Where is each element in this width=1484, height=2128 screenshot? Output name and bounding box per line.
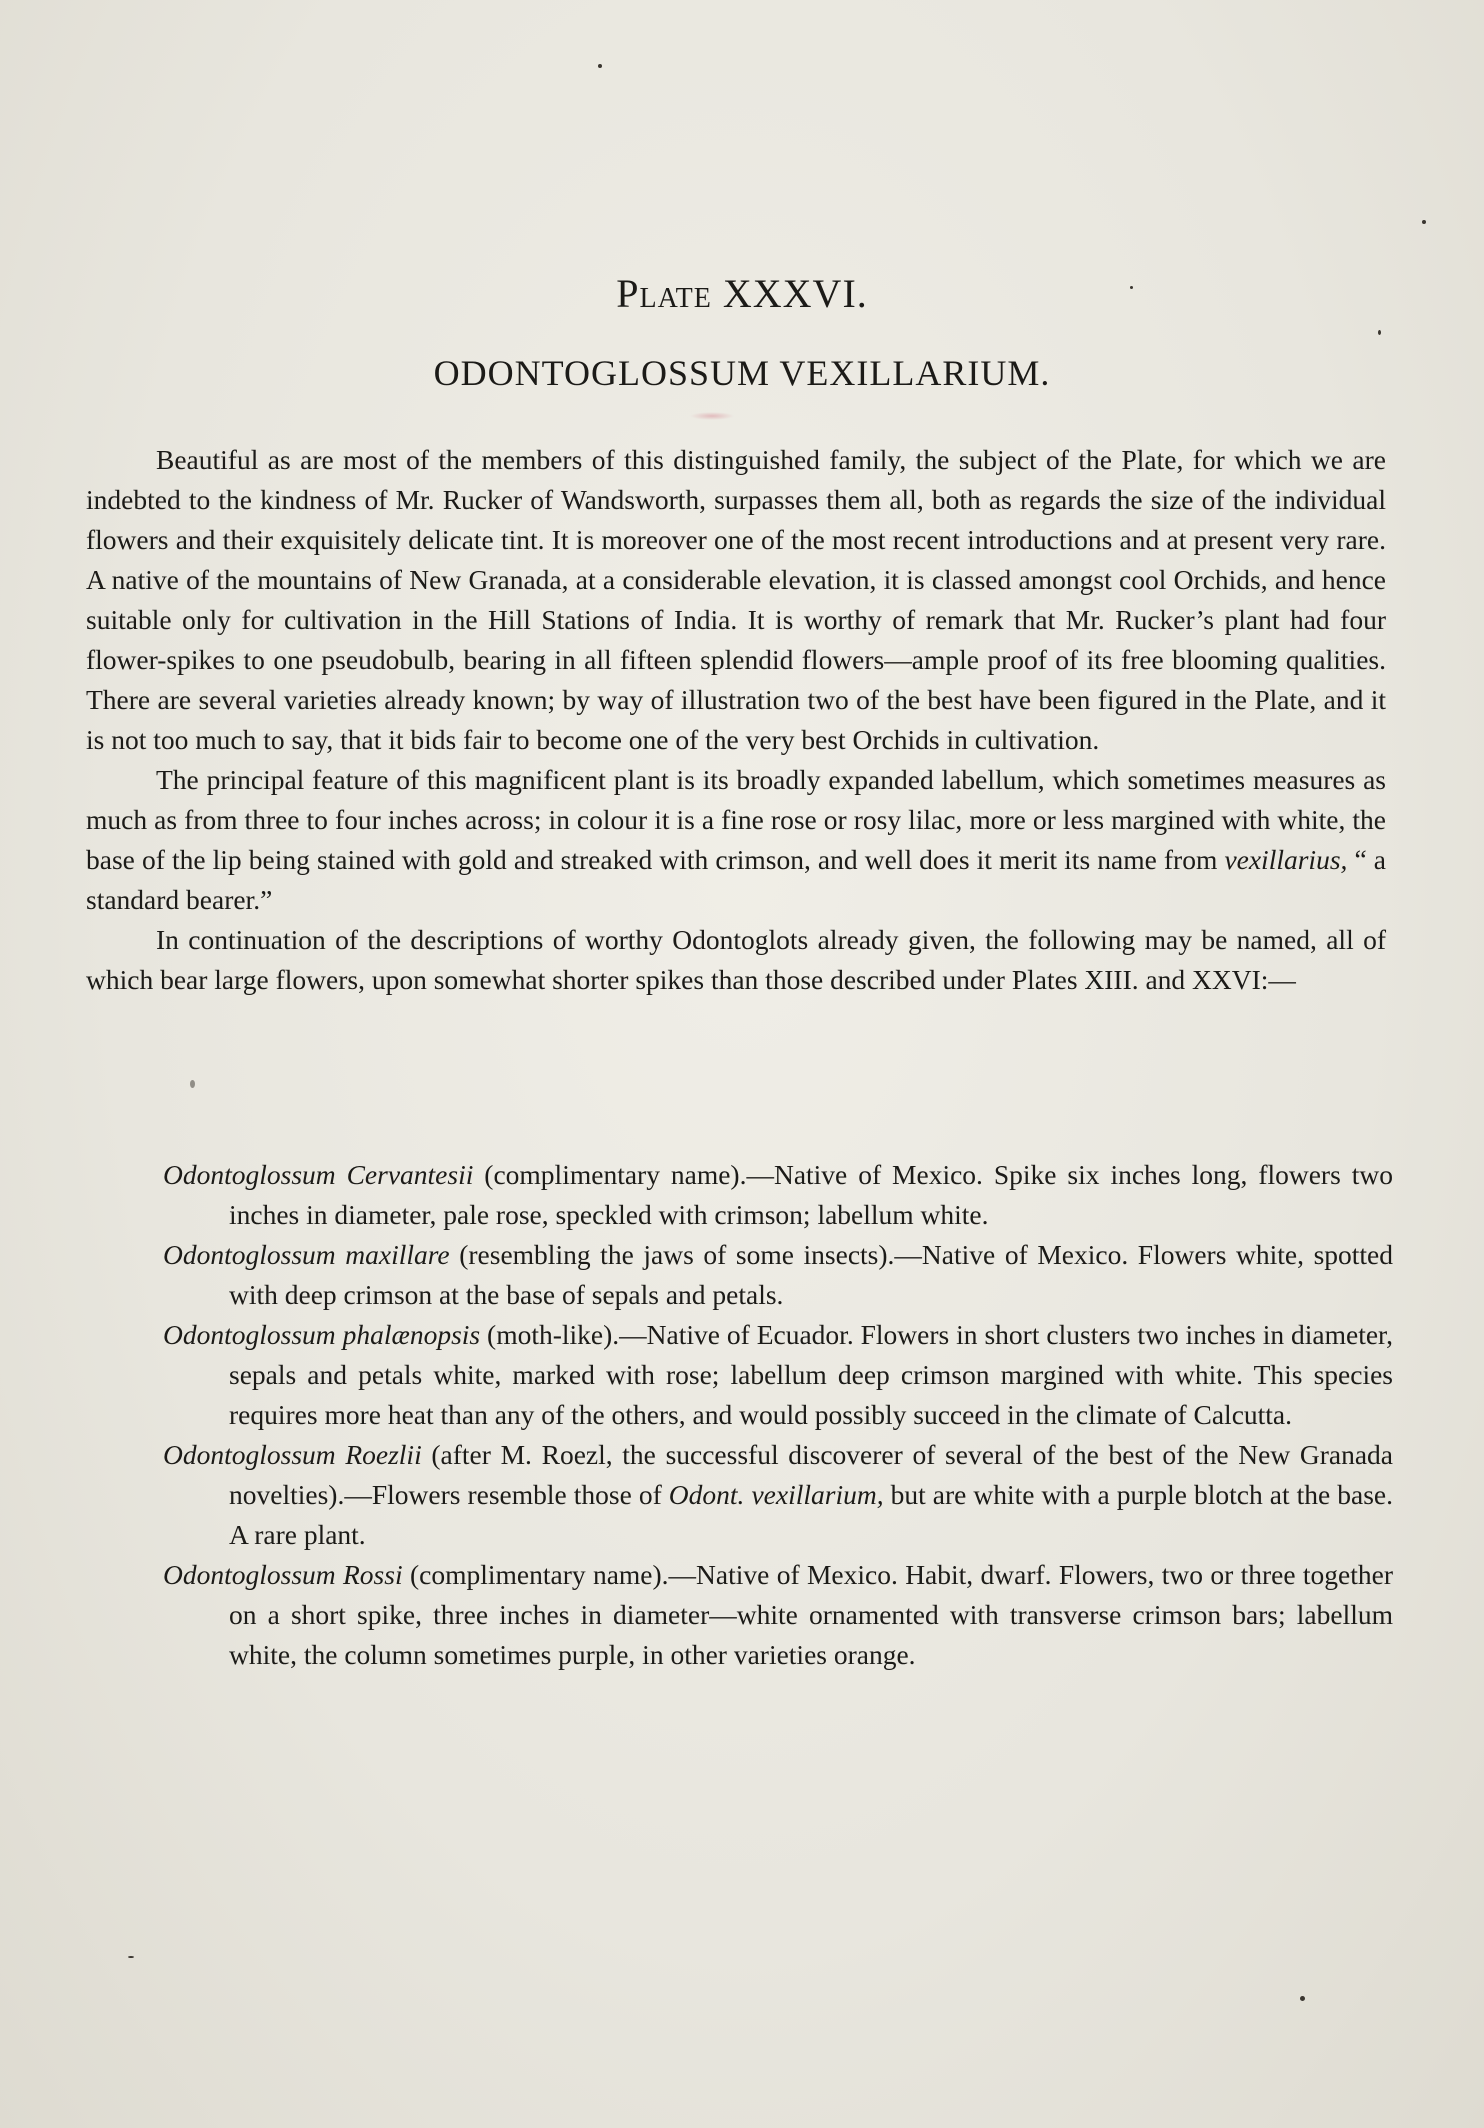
paper-speck: [190, 1080, 195, 1088]
plate-heading: Plate XXXVI.: [616, 271, 868, 316]
latin-term: vexillarius,: [1224, 844, 1348, 875]
species-heading: ODONTOGLOSSUM VEXILLARIUM.: [433, 353, 1051, 393]
paragraph-introduction: Beautiful as are most of the members of this distinguished family, the subject of the Plate, for which we are indebted to the kindness of Mr. Rucker of Wandsworth, surpasses them all, both as regards the size of the individual flowers and their exquisitely delicate tint. It is moreover one of the most recent introductions and at present very rare. A native of the mountains of New Granada, at a considerable elevation, it is classed amongst cool Orchids, and hence suitable only for cultivation in the Hill Stations of India. It is worthy of remark that Mr. Rucker’s plant had four flower-spikes to one pseudobulb, bearing in all fifteen splendid flowers—ample proof of its free blooming qualities. There are several varieties already known; by way of illustration two of the best have been figured in the Plate, and it is not too much to say, that it bids fair to become one of the very best Orchids in cultivation.: [86, 444, 1386, 755]
paper-speck: [128, 1956, 134, 1958]
species-reference: Odont. vexillarium,: [668, 1479, 884, 1510]
species-description-end: but are white with a purple blotch at the base. A rare plant.: [229, 1479, 1394, 1550]
paper-speck: [1300, 1996, 1305, 2001]
paper-speck: [1422, 220, 1426, 224]
species-name: Odontoglossum phalænopsis: [163, 1319, 481, 1350]
paragraph-labellum-end: “ a standard bearer.”: [86, 844, 1386, 915]
species-description: (complimentary name).—Native of Mexico. Spike six inches long, flowers two inches in diameter, pale rose, speckled with crimson; labellum white.: [229, 1159, 1393, 1230]
species-description: (resembling the jaws of some insects).—Native of Mexico. Flowers white, spotted with deep crimson at the base of sepals and petals.: [229, 1239, 1394, 1310]
list-item: [163, 1315, 1393, 1435]
paragraph-labellum-text: The principal feature of this magnificent plant is its broadly expanded labellum, which sometimes measures as much as from three to four inches across; in colour it is a fine rose or rosy lilac, more or less margined with white, the base of the lip being stained with gold and streaked with crimson, and well does it merit its name from: [86, 764, 1386, 875]
ink-stain: [690, 412, 734, 420]
paragraph-continuation: In continuation of the descriptions of worthy Odontoglots already given, the following may be named, all of which bear large flowers, upon somewhat shorter spikes than those described under Plates XIII. and XXVI:—: [86, 924, 1386, 995]
body-text: [86, 440, 1386, 1000]
paragraph-labellum: [86, 760, 1386, 920]
species-name: Odontoglossum Roezlii: [163, 1439, 422, 1470]
species-description: (after M. Roezl, the successful discoverer of several of the best of the New Granada novelties).—Flowers resemble those of: [229, 1439, 1394, 1510]
list-item: [163, 1435, 1393, 1555]
list-item: [163, 1235, 1393, 1315]
species-name: Odontoglossum maxillare: [163, 1239, 450, 1270]
paper-speck: [1378, 330, 1381, 335]
paper-speck: [598, 64, 602, 68]
species-list: [163, 1155, 1393, 1675]
species-description: (moth-like).—Native of Ecuador. Flowers in short clusters two inches in diameter, sepals and petals white, marked with rose; labellum deep crimson margined with white. This species requires more heat than any of the others, and would possibly succeed in the climate of Calcutta.: [229, 1319, 1393, 1430]
species-description: (complimentary name).—Native of Mexico. Habit, dwarf. Flowers, two or three together on a short spike, three inches in diameter—white ornamented with transverse crimson bars; labellum white, the column sometimes purple, in other varieties orange.: [229, 1559, 1393, 1670]
species-name: Odontoglossum Rossi: [163, 1559, 403, 1590]
species-name: Odontoglossum Cervantesii: [163, 1159, 474, 1190]
list-item: [163, 1555, 1393, 1675]
list-item: [163, 1155, 1393, 1235]
